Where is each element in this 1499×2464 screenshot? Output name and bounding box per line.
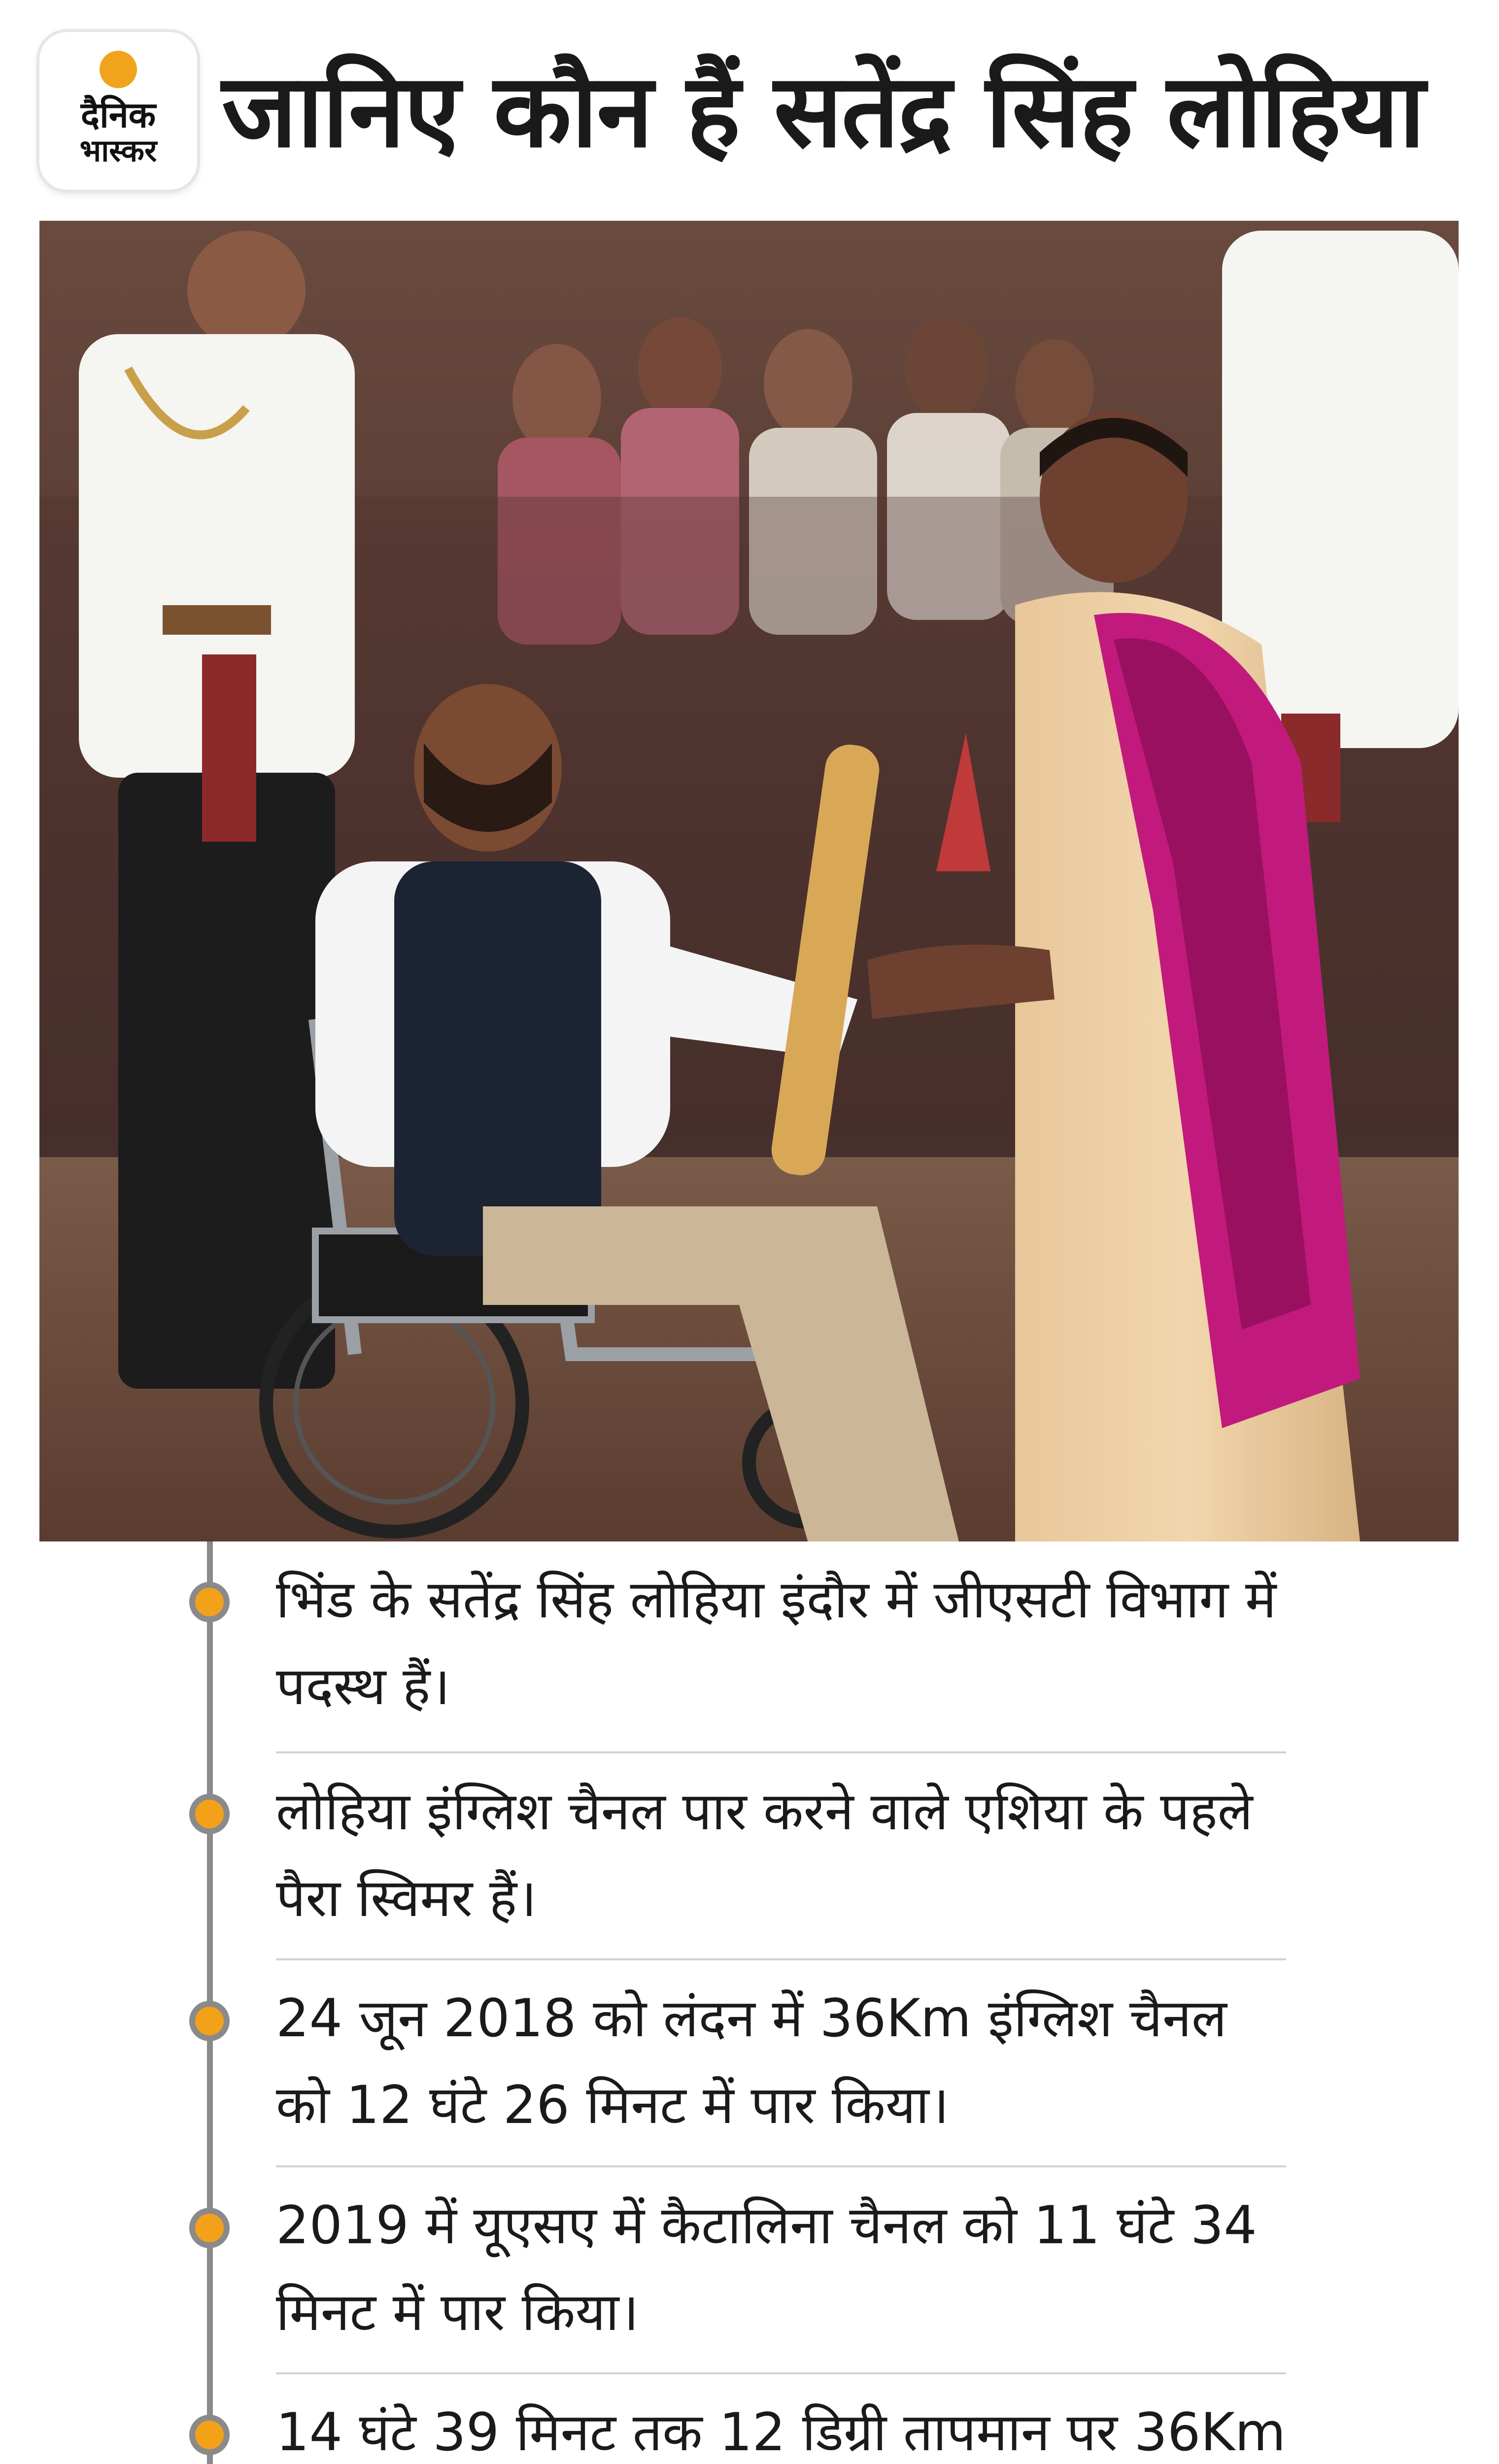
- guard-left: [79, 231, 355, 1389]
- bullet-dot-icon: [189, 2415, 230, 2455]
- sun-logo-icon: [100, 51, 137, 88]
- timeline-item-text: लोहिया इंग्लिश चैनल पार करने वाले एशिया के पहले पैरा स्विमर हैं।: [276, 1781, 1253, 1928]
- timeline-item: [276, 2374, 1286, 2464]
- timeline-item: [276, 1541, 1286, 1753]
- timeline-item-text: 24 जून 2018 को लंदन में 36Km इंग्लिश चैनल को 12 घंटे 26 मिनट में पार किया।: [276, 1988, 1227, 2135]
- award-ceremony-photo: [39, 221, 1459, 1541]
- photo-illustration: [39, 221, 1459, 1541]
- bullet-dot-icon: [189, 1582, 230, 1622]
- facts-timeline: [0, 1541, 1499, 2464]
- bullet-dot-icon: [189, 2001, 230, 2041]
- timeline-item: [276, 1753, 1286, 1960]
- timeline-item-text: 2019 में यूएसए में कैटालिना चैनल को 11 घंटे 34 मिनट में पार किया।: [276, 2195, 1257, 2342]
- logo-text-line2: भास्कर: [79, 133, 157, 169]
- timeline-item: [276, 1960, 1286, 2167]
- dainik-bhaskar-logo[interactable]: [39, 32, 197, 190]
- bullet-dot-icon: [189, 1794, 230, 1834]
- header: [39, 30, 1459, 192]
- bullet-dot-icon: [189, 2208, 230, 2248]
- timeline-item: [276, 2167, 1286, 2374]
- timeline-item-text: भिंड के सतेंद्र सिंह लोहिया इंदौर में जीएसटी विभाग में पदस्थ हैं।: [276, 1569, 1277, 1716]
- timeline-item-text: 14 घंटे 39 मिनट तक 12 डिग्री तापमान पर 36Km: [276, 2402, 1286, 2463]
- logo-text-line1: दैनिक: [80, 94, 156, 136]
- page-title: जानिए कौन हैं सतेंद्र सिंह लोहिया: [222, 52, 1425, 170]
